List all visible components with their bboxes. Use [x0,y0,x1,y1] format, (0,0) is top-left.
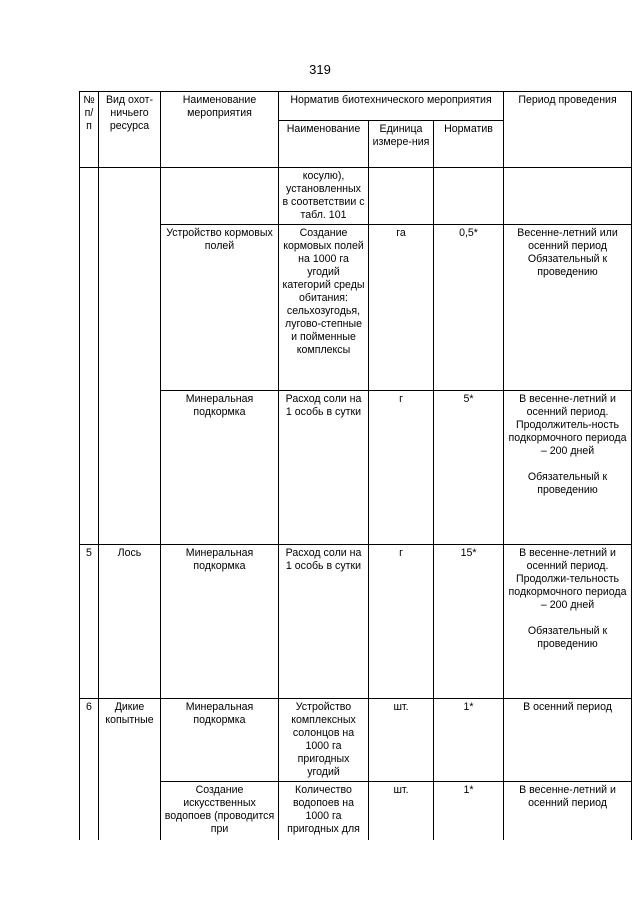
cell-resource: Дикие копытные [99,699,161,840]
cell-norm-name: косулю), установленных в соответствии с табл. 101 [279,168,369,225]
cell-resource [99,168,161,545]
cell-unit: г [369,391,434,545]
cell-period: В осенний период [504,699,632,782]
header-resource: Вид охот-ничьего ресурса [99,92,161,168]
header-row [80,92,632,121]
cell-measure [161,168,279,225]
cell-unit [369,168,434,225]
header-norm: Норматив [434,121,504,168]
cell-norm: 1* [434,782,504,840]
cell-norm: 15* [434,545,504,699]
header-num: № п/п [80,92,99,168]
cell-period: В весенне-летний и осенний период. Продолжи-тельность подкормочного периода – 200 дней Обязательный к проведению [504,545,632,699]
header-norm-group: Норматив биотехнического мероприятия [279,92,504,121]
table-row [80,545,632,699]
page-number: 319 [309,62,331,77]
cell-measure: Создание искусственных водопоев (проводится при [161,782,279,840]
cell-norm: 1* [434,699,504,782]
header-unit: Единица измере-ния [369,121,434,168]
cell-unit: га [369,225,434,391]
cell-norm-name: Расход соли на 1 особь в сутки [279,545,369,699]
table-row [80,391,632,545]
cell-norm: 0,5* [434,225,504,391]
cell-norm-name: Расход соли на 1 особь в сутки [279,391,369,545]
cell-norm-name: Создание кормовых полей на 1000 га угодий категорий среды обитания: сельхозугодья, лугово-степные и пойменные комплексы [279,225,369,391]
cell-unit: г [369,545,434,699]
cell-num [80,168,99,545]
cell-measure: Минеральная подкормка [161,391,279,545]
cell-unit: шт. [369,699,434,782]
biotechnical-norms-table [79,91,632,840]
cell-norm [434,168,504,225]
table-row [80,168,632,225]
cell-norm: 5* [434,391,504,545]
cell-resource: Лось [99,545,161,699]
cell-period: В весенне-летний и осенний период. Продолжитель-ность подкормочного периода – 200 дней Обязательный к проведению [504,391,632,545]
cell-measure: Минеральная подкормка [161,545,279,699]
table-row [80,699,632,782]
cell-norm-name: Количество водопоев на 1000 га пригодных для [279,782,369,840]
header-period: Период проведения [504,92,632,168]
cell-num: 6 [80,699,99,840]
cell-period [504,168,632,225]
cell-period: В весенне-летний и осенний период [504,782,632,840]
cell-unit: шт. [369,782,434,840]
cell-measure: Устройство кормовых полей [161,225,279,391]
cell-norm-name: Устройство комплексных солонцов на 1000 га пригодных угодий [279,699,369,782]
header-measure: Наименование мероприятия [161,92,279,168]
cell-num: 5 [80,545,99,699]
table-row [80,225,632,391]
cell-period: Весенне-летний или осенний период Обязательный к проведению [504,225,632,391]
table-row [80,782,632,840]
cell-measure: Минеральная подкормка [161,699,279,782]
header-norm-name: Наименование [279,121,369,168]
